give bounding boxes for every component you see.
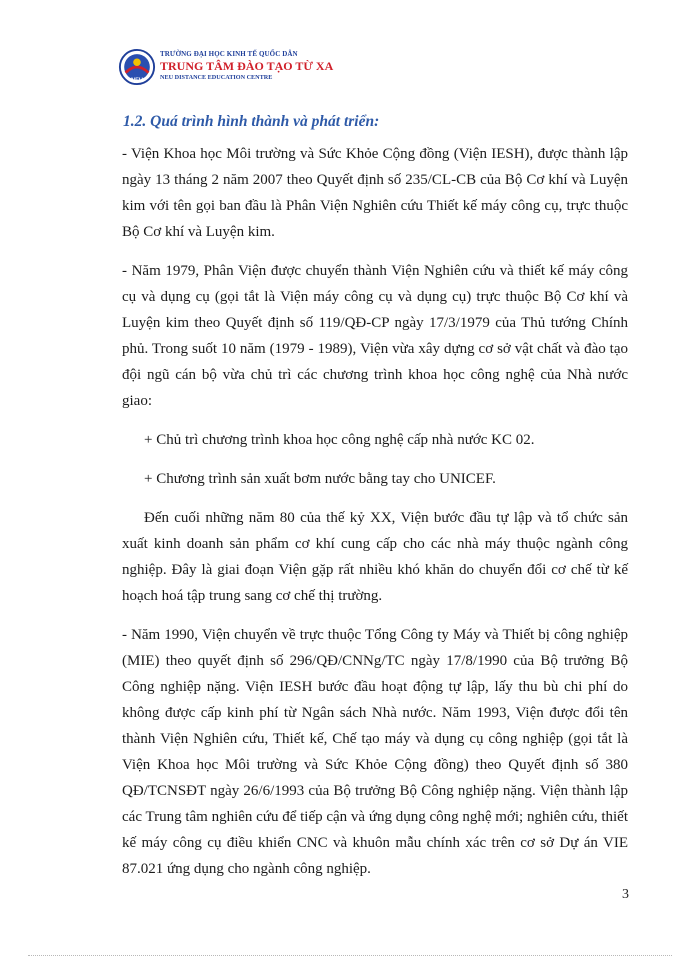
page-number: 3 xyxy=(622,887,629,902)
centre-name-vi: TRUNG TÂM ĐÀO TẠO TỪ XA xyxy=(160,59,334,73)
document-body xyxy=(122,141,628,895)
university-logo-icon xyxy=(118,48,156,86)
institution-name: TRƯỜNG ĐẠI HỌC KINH TẾ QUỐC DÂN xyxy=(160,50,298,58)
paragraph-founding: - Viện Khoa học Môi trường và Sức Khỏe Cộng đồng (Viện IESH), được thành lập ngày 13 tháng 2 năm 2007 theo Quyết định số 235/CL-CB của Bộ Cơ khí và Luyện kim với tên gọi ban đầu là Phân Viện Nghiên cứu Thiết kế máy công cụ, trực thuộc Bộ Cơ khí và Luyện kim. xyxy=(122,146,628,240)
paragraph-1979: - Năm 1979, Phân Viện được chuyển thành Viện Nghiên cứu và thiết kế máy công cụ và dụng cụ (gọi tắt là Viện máy công cụ và dụng cụ) trực thuộc Bộ Cơ khí và Luyện kim theo Quyết định số 119/QĐ-CP ngày 17/3/1979 của Thủ tướng Chính phủ. Trong suốt 10 năm (1979 - 1989), Viện vừa xây dựng cơ sở vật chất và đào tạo đội ngũ cán bộ vừa chủ trì các chương trình khoa học công nghệ của Nhà nước giao: xyxy=(122,263,628,409)
document-header xyxy=(118,48,358,88)
paragraph-late-80s: Đến cuối những năm 80 của thế kỷ XX, Viện bước đầu tự lập và tổ chức sản xuất kinh doanh sản phẩm cơ khí cung cấp cho các nhà máy thuộc ngành công nghiệp. Đây là giai đoạn Viện gặp rất nhiều khó khăn do chuyển đổi cơ chế từ kế hoạch hoá tập trung sang cơ chế thị trường. xyxy=(122,510,628,604)
section-title: 1.2. Quá trình hình thành và phát triển: xyxy=(123,113,380,130)
svg-text:NEU: NEU xyxy=(130,77,144,84)
list-item-kc02: + Chủ trì chương trình khoa học công nghệ cấp nhà nước KC 02. xyxy=(144,432,535,448)
paragraph-1990: - Năm 1990, Viện chuyển về trực thuộc Tổng Công ty Máy và Thiết bị công nghiệp (MIE) theo quyết định số 296/QĐ/CNNg/TC ngày 17/8/1990 của Bộ trưởng Bộ Công nghiệp nặng. Viện IESH bước đầu hoạt động tự lập, lấy thu bù chi phí do không được cấp kinh phí từ Ngân sách Nhà nước. Năm 1993, Viện được đổi tên thành Viện Nghiên cứu, Thiết kế, Chế tạo máy và dụng cụ công nghiệp (gọi tắt là Viện Khoa học Môi trường và Sức Khỏe Cộng đồng) theo Quyết định số 380 QĐ/TCNSĐT ngày 26/6/1993 của Bộ trưởng Bộ Công nghiệp nặng. Viện thành lập các Trung tâm nghiên cứu để tiếp cận và ứng dụng công nghệ mới; nghiên cứu, thiết kế máy công cụ điều khiển CNC và khuôn mẫu chính xác trên cơ sở Dự án VIE 87.021 ứng dụng cho ngành công nghiệp. xyxy=(122,627,628,877)
footer-divider xyxy=(28,955,672,956)
centre-name-en: NEU DISTANCE EDUCATION CENTRE xyxy=(160,74,273,81)
list-item-unicef: + Chương trình sản xuất bơm nước bằng tay cho UNICEF. xyxy=(144,471,496,487)
